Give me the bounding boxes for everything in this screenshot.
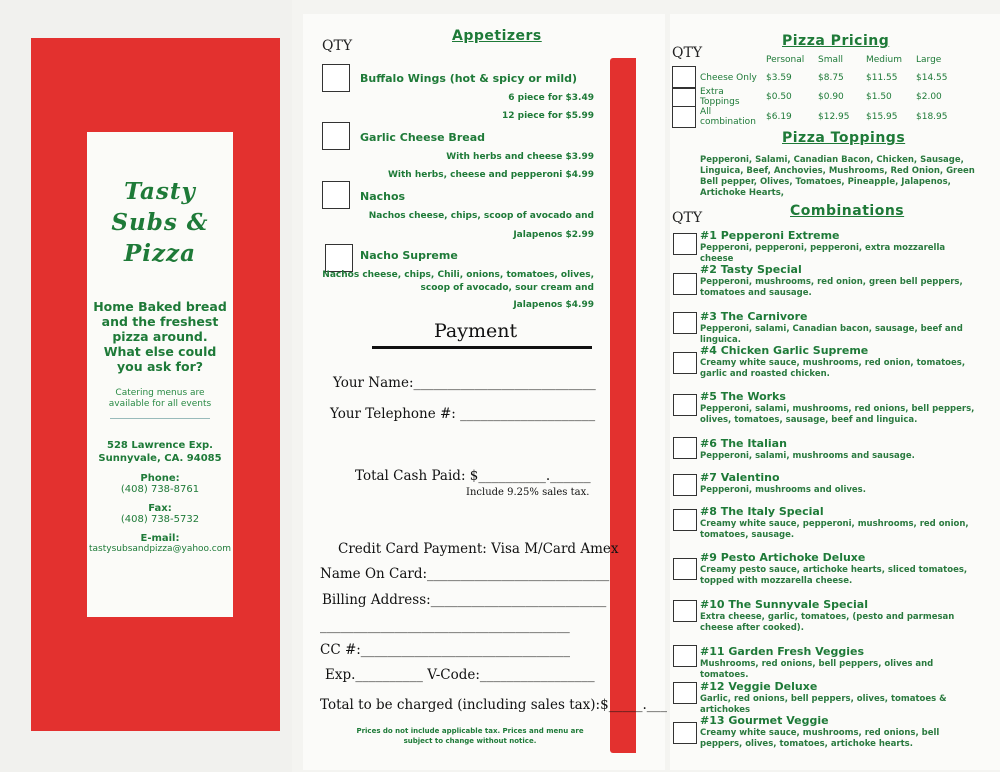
qty-checkbox[interactable]	[673, 312, 697, 334]
price-cell: $11.55	[866, 72, 898, 83]
price-cell: $18.95	[916, 112, 948, 122]
row-label: All combination	[700, 107, 756, 127]
combo-desc: Pepperoni, salami, mushrooms, red onions, bell peppers, olives, tomatoes, sausage, beef and linguica.	[700, 404, 975, 425]
menu-item-price: Jalapenos $4.99	[513, 300, 594, 310]
menu-item-name: Buffalo Wings (hot & spicy or mild)	[360, 72, 578, 85]
cover-panel	[0, 0, 292, 772]
qty-checkbox[interactable]	[673, 437, 697, 459]
combo-name: #10 The Sunnyvale Special	[700, 598, 868, 611]
menu-item-price: Jalapenos $2.99	[513, 230, 594, 240]
qty-checkbox[interactable]	[673, 273, 697, 295]
price-cell: $1.50	[866, 92, 892, 102]
combo-name: #12 Veggie Deluxe	[700, 680, 818, 693]
menu-item-price: 12 piece for $5.99	[502, 111, 594, 121]
combo-desc: Pepperoni, salami, mushrooms and sausage.	[700, 451, 915, 461]
combo-desc: Creamy white sauce, mushrooms, red onion, tomatoes, garlic and roasted chicken.	[700, 358, 966, 379]
name-on-card-field[interactable]: Name On Card:___________________________	[320, 566, 610, 582]
pricing-row	[700, 68, 948, 87]
name-field[interactable]: Your Name:___________________________	[333, 375, 596, 391]
menu-item-name: Nacho Supreme	[360, 249, 458, 262]
cover-box	[87, 132, 233, 617]
fax-number: (408) 738-5732	[120, 514, 200, 525]
phone-label: Phone:	[140, 473, 180, 484]
menu-item-name: Nachos	[360, 190, 406, 203]
combo-desc: Mushrooms, red onions, bell peppers, olives and tomatoes.	[700, 659, 934, 680]
pricing-row	[700, 107, 948, 127]
price-cell: $15.95	[866, 112, 898, 122]
address	[87, 439, 233, 465]
qty-checkbox[interactable]	[322, 181, 350, 209]
qty-checkbox[interactable]	[673, 394, 697, 416]
menu-item-desc: scoop of avocado, sour cream and	[420, 283, 594, 293]
phone-number: (408) 738-8761	[120, 484, 200, 495]
size-header: Medium	[866, 55, 902, 65]
combo-name: #13 Gourmet Veggie	[700, 714, 829, 727]
pricing-header-row	[700, 52, 948, 68]
telephone-field[interactable]: Your Telephone #: ____________________	[330, 406, 596, 422]
pricing-table	[700, 52, 948, 127]
email-label: E-mail:	[140, 533, 180, 544]
menu-item-name: Garlic Cheese Bread	[360, 131, 485, 144]
fax-label: Fax:	[148, 503, 172, 514]
pizza-pricing-heading: Pizza Pricing	[782, 33, 890, 49]
logo-line: Tasty	[124, 178, 196, 205]
exp-vcode-field[interactable]: Exp.__________ V-Code:_________________	[325, 667, 595, 683]
logo-line: Subs &	[111, 209, 209, 236]
combo-desc: Pepperoni, mushrooms and olives.	[700, 485, 866, 495]
qty-checkbox[interactable]	[673, 722, 697, 744]
qty-label: QTY	[322, 38, 353, 54]
payment-underline	[372, 346, 592, 349]
menu-item-price: With herbs and cheese $3.99	[446, 152, 594, 162]
cash-paid-field[interactable]: Total Cash Paid: $__________.______	[355, 468, 591, 484]
cc-number-field[interactable]: CC #:_______________________________	[320, 642, 571, 658]
qty-checkbox[interactable]	[673, 352, 697, 374]
qty-checkbox[interactable]	[673, 558, 697, 580]
payment-heading: Payment	[434, 320, 518, 342]
qty-checkbox[interactable]	[322, 122, 350, 150]
size-header: Small	[818, 55, 843, 65]
catering-note: Catering menus are available for all events	[108, 388, 212, 409]
logo	[87, 176, 233, 269]
combo-desc: Pepperoni, salami, Canadian bacon, sausage, beef and linguica.	[700, 324, 963, 345]
menu-item-price: 6 piece for $3.49	[508, 93, 594, 103]
combo-desc: Extra cheese, garlic, tomatoes, (pesto and parmesan cheese after cooked).	[700, 612, 955, 633]
combo-name: #1 Pepperoni Extreme	[700, 229, 840, 242]
size-header: Large	[916, 55, 942, 65]
billing-address-field[interactable]: Billing Address:__________________________	[322, 592, 607, 608]
combo-desc: Creamy white sauce, mushrooms, red onions, bell peppers, olives, tomatoes, artichoke hearts.	[700, 728, 940, 749]
toppings-list: Pepperoni, Salami, Canadian Bacon, Chicken, Sausage, Linguica, Beef, Anchovies, Mushrooms, Red Onion, Green Bell pepper, Olives, Tomatoes, Pineapple, Jalapenos, Artichoke Hearts,	[700, 155, 975, 198]
email-address: tastysubsandpizza@yahoo.com	[89, 544, 231, 554]
combo-name: #3 The Carnivore	[700, 310, 808, 323]
total-charged-field[interactable]: Total to be charged (including sales tax):$_____.___	[320, 697, 667, 713]
combo-name: #9 Pesto Artichoke Deluxe	[700, 551, 866, 564]
qty-checkbox[interactable]	[673, 645, 697, 667]
qty-checkbox[interactable]	[672, 106, 696, 128]
combo-name: #4 Chicken Garlic Supreme	[700, 344, 869, 357]
combo-desc: Creamy white sauce, pepperoni, mushrooms, red onion, tomatoes, sausage.	[700, 519, 969, 540]
qty-checkbox[interactable]	[322, 64, 350, 92]
combo-desc: Pepperoni, mushrooms, red onion, green bell peppers, tomatoes and sausage.	[700, 277, 963, 298]
qty-checkbox[interactable]	[673, 474, 697, 496]
price-cell: $0.90	[818, 92, 844, 102]
row-label: Extra Toppings	[700, 87, 740, 107]
price-cell: $12.95	[818, 112, 850, 122]
address-line: Sunnyvale, CA. 94085	[98, 453, 222, 464]
price-cell: $14.55	[916, 72, 948, 83]
qty-checkbox[interactable]	[673, 682, 697, 704]
red-stripe	[610, 58, 636, 753]
tagline: Home Baked bread and the freshest pizza around. What else could you ask for?	[93, 299, 227, 374]
divider	[110, 418, 210, 419]
combo-name: #6 The Italian	[700, 437, 787, 450]
combinations-heading: Combinations	[790, 203, 905, 219]
combo-name: #11 Garden Fresh Veggies	[700, 645, 865, 658]
logo-line: Pizza	[123, 240, 197, 267]
qty-checkbox[interactable]	[673, 233, 697, 255]
menu-item-desc: Nachos cheese, chips, Chili, onions, tomatoes, olives,	[322, 270, 594, 280]
address-line: 528 Lawrence Exp.	[107, 440, 213, 451]
combo-name: #8 The Italy Special	[700, 505, 824, 518]
price-cell: $8.75	[818, 72, 844, 83]
combo-desc: Creamy pesto sauce, artichoke hearts, sliced tomatoes, topped with mozzarella cheese.	[700, 565, 968, 586]
pizza-toppings-heading: Pizza Toppings	[782, 130, 906, 146]
qty-checkbox[interactable]	[673, 509, 697, 531]
price-cell: $6.19	[766, 112, 792, 122]
billing-address-line2[interactable]: _____________________________________	[320, 618, 570, 634]
combo-desc: Garlic, red onions, bell peppers, olives, tomatoes & artichokes	[700, 694, 947, 715]
price-cell: $2.00	[916, 92, 942, 102]
row-label: Cheese Only	[700, 72, 757, 83]
menu-item-price: With herbs, cheese and pepperoni $4.99	[387, 170, 594, 180]
combo-name: #5 The Works	[700, 390, 786, 403]
tax-note: Include 9.25% sales tax.	[466, 487, 590, 498]
qty-label: QTY	[672, 45, 703, 61]
price-cell: $3.59	[766, 72, 792, 83]
pricing-row	[700, 87, 948, 107]
price-cell: $0.50	[766, 92, 792, 102]
menu-item-desc: Nachos cheese, chips, scoop of avocado and	[368, 211, 594, 221]
combo-name: #7 Valentino	[700, 471, 780, 484]
qty-label: QTY	[672, 210, 703, 226]
combo-name: #2 Tasty Special	[700, 263, 802, 276]
credit-card-options[interactable]: Credit Card Payment: Visa M/Card Amex	[338, 541, 619, 557]
qty-checkbox[interactable]	[673, 600, 697, 622]
combo-desc: Pepperoni, pepperoni, pepperoni, extra mozzarella cheese	[700, 243, 946, 264]
size-header: Personal	[766, 55, 805, 65]
qty-checkbox[interactable]	[672, 66, 696, 88]
appetizers-heading: Appetizers	[452, 28, 542, 44]
qty-checkbox[interactable]	[325, 244, 353, 272]
price-disclaimer: Prices do not include applicable tax. Prices and menu are subject to change without notice.	[356, 727, 584, 745]
